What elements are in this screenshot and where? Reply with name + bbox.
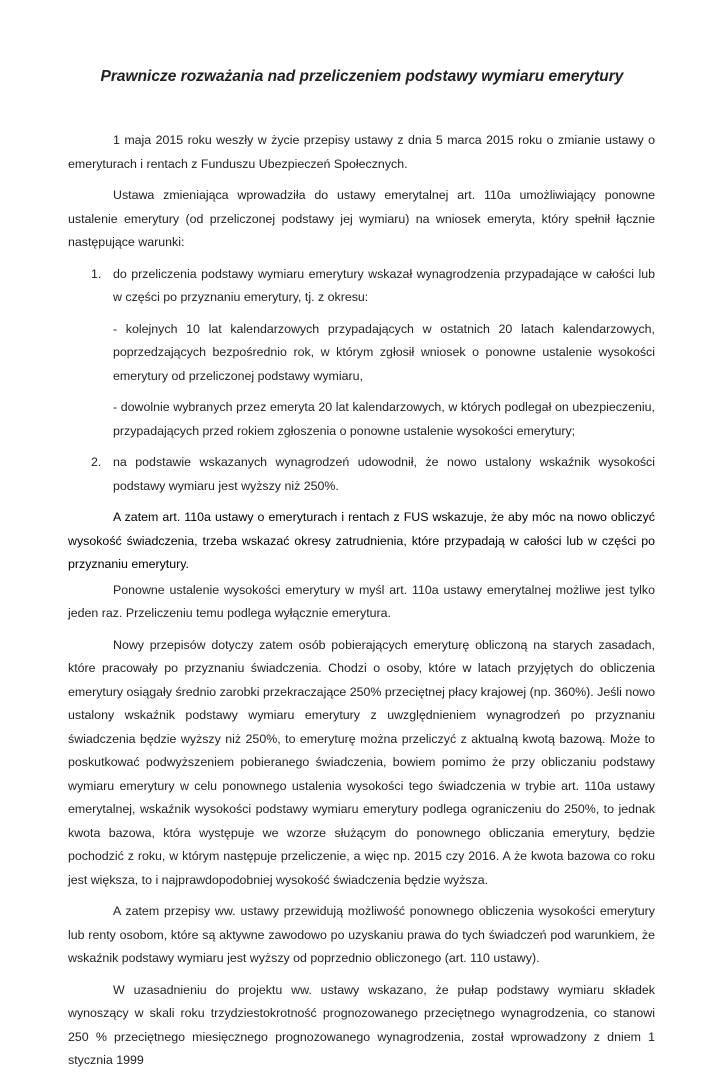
list-item-text: na podstawie wskazanych wynagrodzeń udowodnił, że nowo ustalony wskaźnik wysokości podstawy wymiaru jest wyższy niż 250%. [113, 455, 655, 493]
list-item-1 [68, 263, 655, 310]
paragraph-intro: 1 maja 2015 roku weszły w życie przepisy ustawy z dnia 5 marca 2015 roku o zmianie ustawy o emeryturach i rentach z Funduszu Ubezpieczeń Społecznych. [68, 133, 655, 171]
paragraph-one-time: Ponowne ustalenie wysokości emerytury w myśl art. 110a ustawy emerytalnej możliwe jest tylko jeden raz. Przeliczeniu temu podlega wyłącznie emerytura. [68, 582, 655, 620]
paragraph-justification: W uzasadnieniu do projektu ww. ustawy wskazano, że pułap podstawy wymiaru składek wynoszący w skali roku trzydziestokrotność prognozowanego przeciętnego wynagrodzenia, co stanowi 250 % przeciętnego miesięcznego prognozowanego wynagrodzenia, został wprowadzony z dniem 1 stycznia 1999 [68, 982, 655, 1067]
document-body [68, 129, 655, 1073]
paragraph-recalculation: A zatem przepisy ww. ustawy przewidują możliwość ponownego obliczenia wysokości emerytury lub renty osobom, które są aktywne zawodowo po uzyskaniu prawa do tych świadczeń pod warunkiem, że wskaźnik podstawy wymiaru jest wyższy od poprzednio obliczonego (art. 110 ustawy). [68, 904, 655, 965]
list-item-text: do przeliczenia podstawy wymiaru emerytury wskazał wynagrodzenia przypadające w całości lub w części po przyznaniu emerytury, tj. z okresu: [113, 266, 655, 304]
paragraph-conclusion: A zatem art. 110a ustawy o emeryturach i rentach z FUS wskazuje, że aby móc na nowo obliczyć wysokość świadczenia, trzeba wskazać okresy zatrudnienia, które przypadają w całości lub w części po przyznaniu emerytury. [68, 510, 655, 571]
paragraph-who-applies: Nowy przepisów dotyczy zatem osób pobierających emeryturę obliczoną na starych zasadach, które pracowały po przyznaniu świadczenia. Chodzi o osoby, które w latach przyjętych do obliczenia emerytury osiągały średnio zarobki przekraczające 250% przeciętnej płacy krajowej (np. 360%). Jeśli nowo ustalony wskaźnik podstawy wymiaru emerytury z uwzględnieniem wynagrodzeń po przyznaniu świadczenia będzie wyższy niż 250%, to emeryturę można przeliczyć z aktualną kwotą bazową. Może to poskutkować podwyższeniem pobieranego świadczenia, bowiem pomimo że przy obliczaniu podstawy wymiaru emerytury w celu ponownego ustalenia wysokości tego świadczenia w trybie art. 110a ustawy emerytalnej, wskaźnik wysokości podstawy wymiaru emerytury podlega ograniczeniu do 250%, to jednak kwota bazowa, która występuje we wzorze służącym do ponownego obliczania emerytury, będzie pochodzić z roku, w którym następuje przeliczenie, a więc np. 2015 czy 2016. A że kwota bazowa co roku jest większa, to i najprawdopodobniej wysokość świadczenia będzie wyższa. [68, 637, 655, 887]
list-subitem-1: - kolejnych 10 lat kalendarzowych przypadających w ostatnich 20 latach kalendarzowych, poprzedzających bezpośrednio rok, w którym zgłosił wniosek o ponowne ustalenie wysokości emerytury od przeliczonej podstawy wymiaru, [113, 321, 655, 383]
list-subitem-2: - dowolnie wybranych przez emeryta 20 lat kalendarzowych, w których podlegał on ubezpieczeniu, przypadających przed rokiem zgłoszenia o ponowne ustalenie wysokości emerytury; [113, 400, 655, 438]
list-number: 2. [91, 455, 102, 469]
list-item-2 [68, 451, 655, 498]
list-number: 1. [91, 266, 102, 281]
paragraph-amendment: Ustawa zmieniająca wprowadziła do ustawy emerytalnej art. 110a umożliwiający ponowne ustalenie emerytury (od przeliczonej podstawy jej wymiaru) na wniosek emeryta, który spełnił łącznie następujące warunki: [68, 188, 655, 249]
document-title: Prawnicze rozważania nad przeliczeniem podstawy wymiaru emerytury [100, 68, 624, 85]
